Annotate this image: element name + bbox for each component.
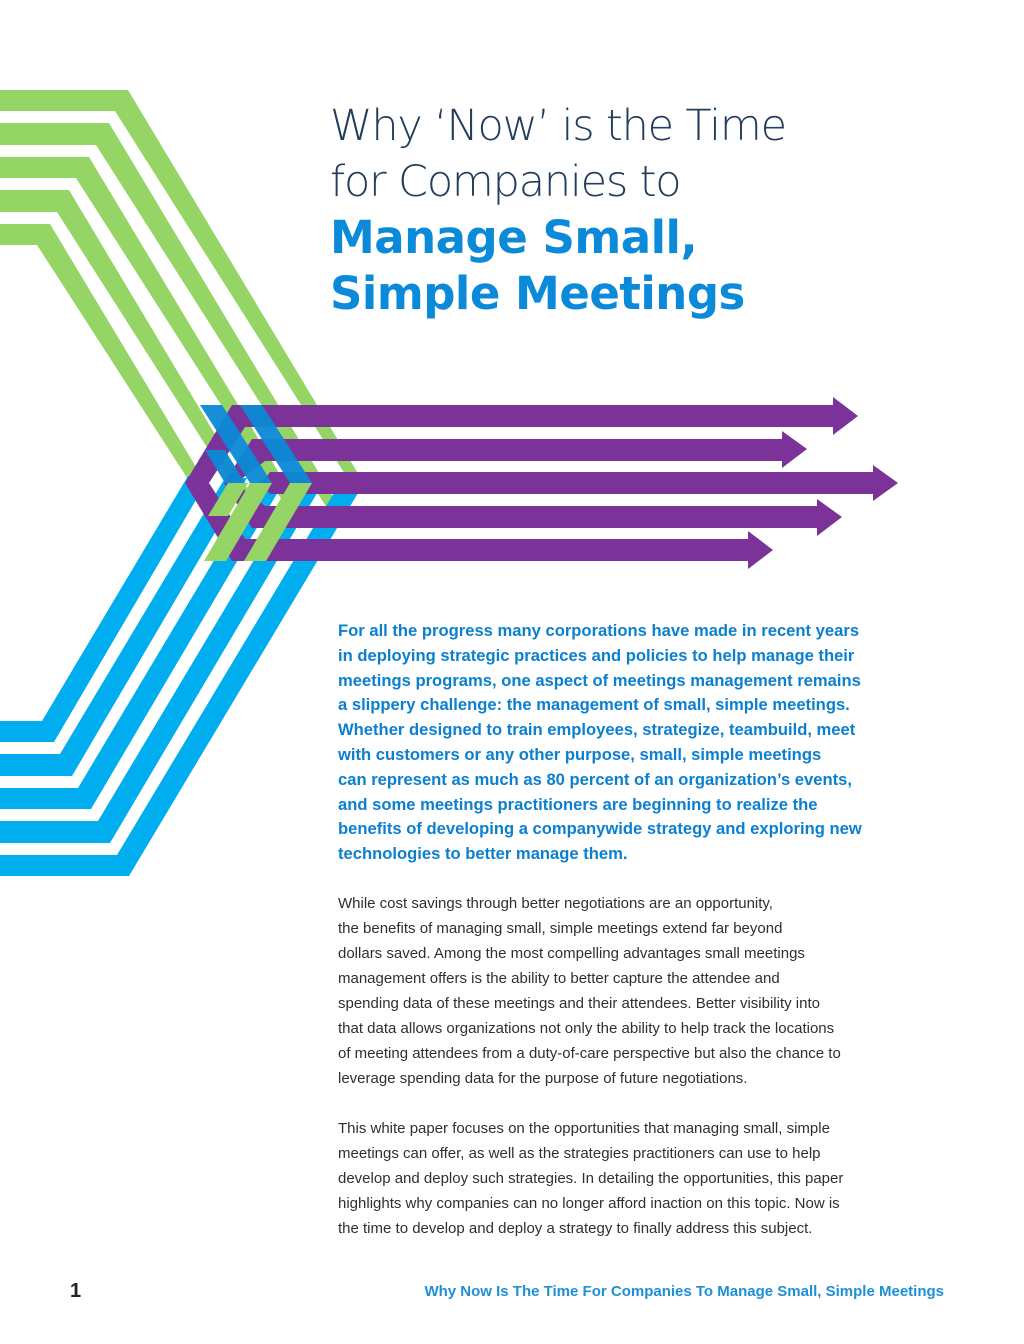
- blue-stripes: [0, 476, 364, 876]
- intro-line: in deploying strategic practices and policies to help manage their: [338, 645, 855, 665]
- body-line: This white paper focuses on the opportunities that managing small, simple: [338, 1120, 830, 1137]
- intro-line: a slippery challenge: the management of small, simple meetings.: [338, 695, 850, 715]
- body-line: of meeting attendees from a duty-of-care perspective but also the chance to: [338, 1045, 841, 1062]
- body-line: meetings can offer, as well as the strategies practitioners can use to help: [338, 1145, 821, 1162]
- body-line: management offers is the ability to better capture the attendee and: [338, 970, 780, 987]
- arrow-3: [262, 465, 898, 501]
- body-line: that data allows organizations not only the ability to help track the locations: [338, 1020, 835, 1037]
- body-line: develop and deploy such strategies. In detailing the opportunities, this paper: [338, 1170, 844, 1187]
- intro-paragraph: [338, 619, 958, 867]
- body-line: leverage spending data for the purpose of future negotiations.: [338, 1070, 748, 1087]
- body-line: spending data of these meetings and their attendees. Better visibility into: [338, 995, 820, 1012]
- footer-running-title: Why Now Is The Time For Companies To Manage Small, Simple Meetings: [424, 1283, 944, 1300]
- body-line: the time to develop and deploy a strategy to finally address this subject.: [338, 1220, 813, 1237]
- page-title: [330, 98, 970, 322]
- intro-line: benefits of developing a companywide strategy and exploring new: [338, 819, 862, 839]
- green-stripes: [0, 90, 368, 532]
- intro-line: meetings programs, one aspect of meetings management remains: [338, 670, 861, 690]
- title-line-3: Manage Small,: [330, 211, 698, 264]
- intro-line: with customers or any other purpose, small, simple meetings: [338, 744, 822, 764]
- title-line-2: for Companies to: [330, 157, 681, 207]
- intro-line: and some meetings practitioners are beginning to realize the: [338, 794, 818, 814]
- intro-line: technologies to better manage them.: [338, 844, 628, 864]
- body-line: the benefits of managing small, simple meetings extend far beyond: [338, 920, 783, 937]
- intro-line: For all the progress many corporations have made in recent years: [338, 621, 860, 640]
- intro-line: Whether designed to train employees, strategize, teambuild, meet: [338, 720, 856, 740]
- intro-line: can represent as much as 80 percent of an organization’s events,: [338, 769, 852, 789]
- page-number: 1: [70, 1280, 82, 1302]
- body-line: highlights why companies can no longer afford inaction on this topic. Now is: [338, 1195, 840, 1212]
- title-line-1: Why ‘Now’ is the Time: [330, 101, 786, 151]
- body-line: dollars saved. Among the most compelling advantages small meetings: [338, 945, 805, 962]
- body-line: While cost savings through better negotiations are an opportunity,: [338, 895, 773, 912]
- body-paragraph-1: [338, 891, 958, 1091]
- title-line-4: Simple Meetings: [330, 267, 745, 320]
- body-paragraph-2: [338, 1116, 958, 1241]
